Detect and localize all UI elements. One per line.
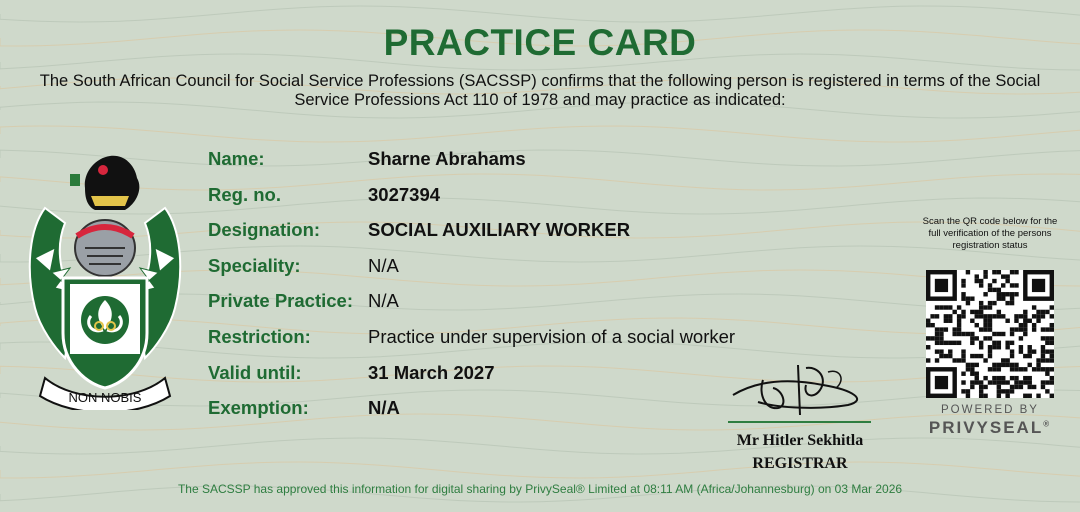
page-title: PRACTICE CARD xyxy=(383,22,697,63)
field-label-private-practice: Private Practice: xyxy=(208,290,354,311)
crest-motto: NON NOBIS xyxy=(68,390,142,405)
field-label-restriction: Restriction: xyxy=(208,326,311,347)
field-value-speciality: N/A xyxy=(368,255,399,276)
privyseal-brand-text: PRIVYSEAL xyxy=(928,418,1044,437)
registrar-signature xyxy=(728,360,873,420)
signature-line xyxy=(728,421,871,423)
field-value-reg-no: 3027394 xyxy=(368,184,441,205)
field-label-reg-no: Reg. no. xyxy=(208,184,281,205)
field-label-designation: Designation: xyxy=(208,219,321,240)
signatory-name: Mr Hitler Sekhitla xyxy=(736,432,864,449)
verification-qr-code[interactable] xyxy=(926,270,1054,398)
sacssp-crest-logo xyxy=(25,148,185,410)
field-value-designation: SOCIAL AUXILIARY WORKER xyxy=(368,219,631,240)
field-label-valid-until: Valid until: xyxy=(208,362,302,383)
field-value-valid-until: 31 March 2027 xyxy=(368,362,495,383)
field-label-exemption: Exemption: xyxy=(208,397,309,418)
privyseal-logo: PRIVYSEAL® xyxy=(928,418,1052,437)
field-value-exemption: N/A xyxy=(368,397,400,418)
powered-by-label: POWERED BY xyxy=(941,404,1039,416)
field-value-private-practice: N/A xyxy=(368,290,399,311)
signatory-role: REGISTRAR xyxy=(752,455,848,472)
intro-text: The South African Council for Social Service Professions (SACSSP) confirms that the following person is registered in terms of the Social Service Professions Act 110 of 1978 and may practice as indicated: xyxy=(39,72,1041,109)
field-value-restriction: Practice under supervision of a social worker xyxy=(368,326,736,347)
qr-scan-note: Scan the QR code below for the full verification of the persons registration status xyxy=(922,216,1058,251)
field-label-speciality: Speciality: xyxy=(208,255,301,276)
field-label-name: Name: xyxy=(208,148,265,169)
field-value-name: Sharne Abrahams xyxy=(368,148,526,169)
footer-sharing-note: The SACSSP has approved this information for digital sharing by PrivySeal® Limited at 08:11 AM (Africa/Johannesburg) on 03 Mar 2026 xyxy=(177,482,903,496)
